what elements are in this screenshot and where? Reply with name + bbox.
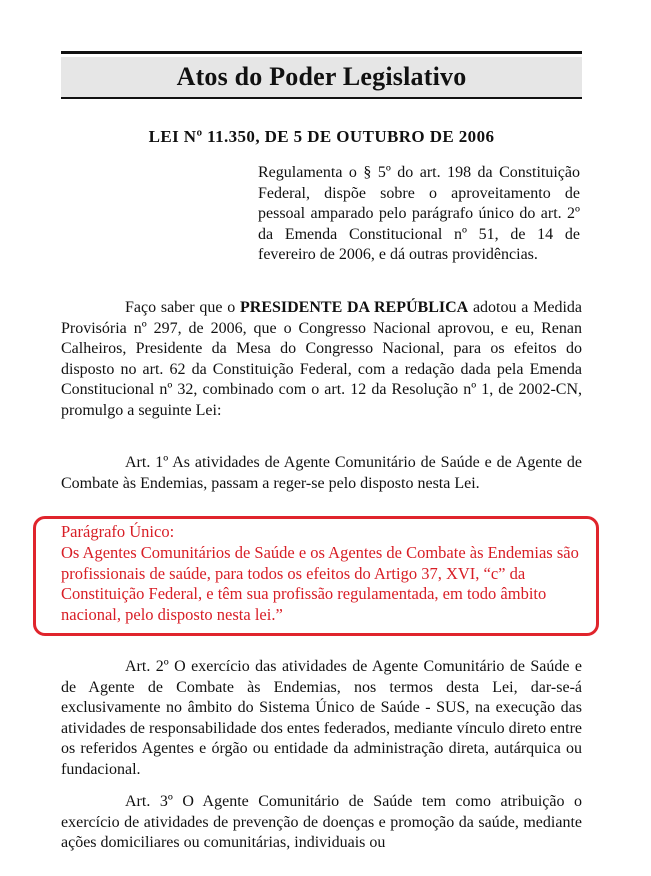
masthead-title: Atos do Poder Legislativo bbox=[61, 57, 582, 99]
annotation-text bbox=[61, 522, 591, 626]
law-ementa: Regulamenta o § 5º do art. 198 da Constituição Federal, dispõe sobre o aproveitamento de pessoal amparado pelo parágrafo único do art. 2º da Emenda Constitucional nº 51, de 14 de fevereiro de 2006, e dá outras providências. bbox=[258, 164, 580, 263]
law-title: LEI Nº 11.350, DE 5 DE OUTUBRO DE 2006 bbox=[148, 127, 495, 146]
article-2: Art. 2º O exercício das atividades de Agente Comunitário de Saúde e de Agente de Combate às Endemias, nos termos desta Lei, dar-se-á exclusivamente no âmbito do Sistema Único de Saúde - SUS, na execução das atividades de responsabilidade dos entes federados, mediante vínculo direto entre os referidos Agentes e órgão ou entidade da administração direta, autárquica ou fundacional. bbox=[61, 658, 582, 778]
preamble-president: PRESIDENTE DA REPÚBLICA bbox=[239, 299, 469, 316]
article-3: Art. 3º O Agente Comunitário de Saúde tem como atribuição o exercício de atividades de prevenção de doenças e promoção da saúde, mediante ações domiciliares ou comunitárias, individuais ou bbox=[61, 793, 582, 851]
masthead-top-rule bbox=[61, 51, 582, 54]
article-1: Art. 1º As atividades de Agente Comunitário de Saúde e de Agente de Combate às Endemias, passam a reger-se pelo disposto nesta Lei. bbox=[61, 454, 582, 492]
preamble-text-start: Faço saber que o bbox=[125, 299, 240, 316]
preamble-text-end: adotou a Medida Provisória nº 297, de 2006, que o Congresso Nacional aprovou, e eu, Renan Calheiros, Presidente da Mesa do Congresso Nacional, para os efeitos do disposto no art. 62 da Constituição Federal, com a redação dada pela Emenda Constitucional nº 32, combinado com o art. 12 da Resolução nº 1, de 2002-CN, promulgo a seguinte Lei: bbox=[61, 299, 582, 419]
annotation-heading: Parágrafo Único: bbox=[61, 522, 175, 541]
annotation-body: Os Agentes Comunitários de Saúde e os Agentes de Combate às Endemias são profissionais de saúde, para todos os efeitos do Artigo 37, XVI, “c” da Constituição Federal, e têm sua profissão regulamentada, em todo âmbito nacional, pelo disposto nesta lei.” bbox=[61, 542, 579, 625]
preamble-paragraph bbox=[61, 298, 582, 421]
